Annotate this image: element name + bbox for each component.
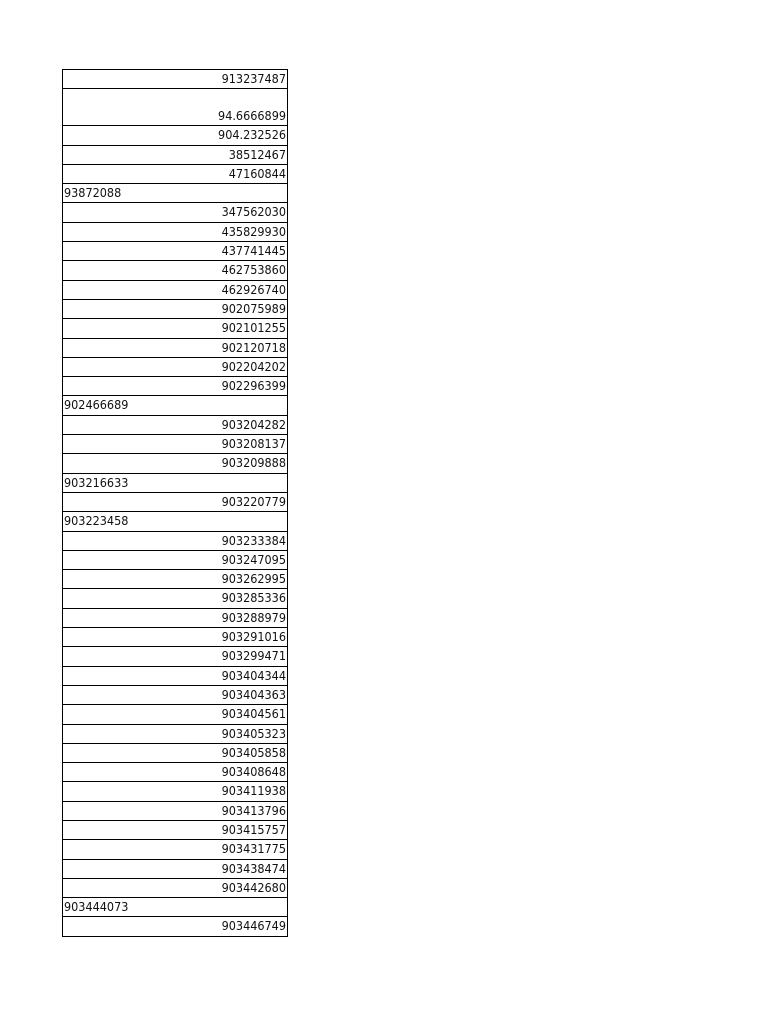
table-cell[interactable]: 903299471 (63, 647, 287, 666)
table-cell[interactable]: 47160844 (63, 165, 287, 184)
table-cell[interactable]: 903220779 (63, 493, 287, 512)
table-cell[interactable]: 903438474 (63, 860, 287, 879)
table-cell[interactable]: 903233384 (63, 532, 287, 551)
table-cell[interactable]: 903404344 (63, 667, 287, 686)
table-cell[interactable]: 902466689 (63, 396, 287, 415)
spreadsheet-column (62, 69, 288, 937)
table-cell[interactable]: 903208137 (63, 435, 287, 454)
table-cell[interactable]: 903288979 (63, 609, 287, 628)
table-cell[interactable]: 902101255 (63, 319, 287, 338)
table-cell[interactable]: 903405858 (63, 744, 287, 763)
table-cell[interactable]: 902120718 (63, 339, 287, 358)
table-cell[interactable]: 38512467 (63, 146, 287, 165)
table-cell[interactable]: 435829930 (63, 223, 287, 242)
table-cell[interactable]: 93872088 (63, 184, 287, 203)
table-cell[interactable]: 902204202 (63, 358, 287, 377)
table-cell[interactable]: 903411938 (63, 782, 287, 801)
table-cell[interactable]: 903262995 (63, 570, 287, 589)
table-cell[interactable]: 462926740 (63, 281, 287, 300)
table-cell[interactable]: 903408648 (63, 763, 287, 782)
table-cell[interactable]: 903404363 (63, 686, 287, 705)
table-cell[interactable]: 462753860 (63, 261, 287, 280)
table-cell[interactable]: 903405323 (63, 725, 287, 744)
table-cell[interactable]: 903415757 (63, 821, 287, 840)
table-cell[interactable]: 903204282 (63, 416, 287, 435)
table-cell[interactable]: 904.232526 (63, 126, 287, 145)
table-cell[interactable]: 903446749 (63, 917, 287, 936)
table-cell[interactable]: 902296399 (63, 377, 287, 396)
table-cell[interactable]: 94.6666899 (63, 89, 287, 126)
table-cell[interactable]: 903413796 (63, 802, 287, 821)
table-cell[interactable]: 347562030 (63, 203, 287, 222)
table-cell[interactable]: 903404561 (63, 705, 287, 724)
table-cell[interactable]: 903247095 (63, 551, 287, 570)
table-cell[interactable]: 903431775 (63, 840, 287, 859)
table-cell[interactable]: 903444073 (63, 898, 287, 917)
table-cell[interactable]: 903291016 (63, 628, 287, 647)
table-cell[interactable]: 903285336 (63, 589, 287, 608)
table-cell[interactable]: 902075989 (63, 300, 287, 319)
table-cell[interactable]: 913237487 (63, 70, 287, 89)
table-cell[interactable]: 437741445 (63, 242, 287, 261)
table-cell[interactable]: 903209888 (63, 454, 287, 473)
table-cell[interactable]: 903216633 (63, 474, 287, 493)
table-cell[interactable]: 903223458 (63, 512, 287, 531)
table-cell[interactable]: 903442680 (63, 879, 287, 898)
